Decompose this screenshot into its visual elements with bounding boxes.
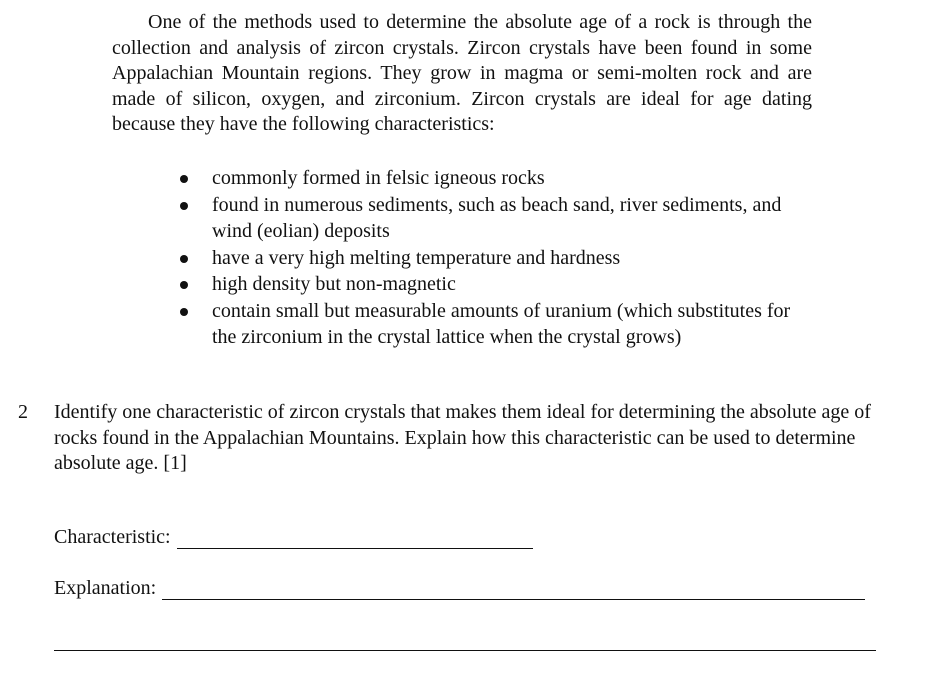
- question-text: Identify one characteristic of zircon crystals that makes them ideal for determining the absolute age of rocks found in the Appalachian Mountains. Explain how this characteristic can be used to determine absolute age. [1]: [54, 401, 871, 475]
- bullet-icon: [180, 308, 188, 316]
- bullet-icon: [180, 202, 188, 210]
- bullet-icon: [180, 281, 188, 289]
- list-item-text: high density but non-magnetic: [212, 273, 456, 295]
- question-number: 2: [18, 401, 28, 423]
- list-item: [177, 192, 817, 245]
- bullet-icon: [180, 175, 188, 183]
- intro-paragraph-text: One of the methods used to determine the absolute age of a rock is through the collection and analysis of zircon crystals. Zircon crystals have been found in some Appalachian Mountain regions. They grow in magma or semi-molten rock and are made of silicon, oxygen, and zirconium. Zircon crystals are ideal for age dating because they have the following characteristics:: [112, 11, 812, 136]
- bullet-icon: [180, 255, 188, 263]
- explanation-answer-line-2[interactable]: [54, 650, 876, 651]
- list-item: [177, 165, 817, 192]
- characteristics-list: [177, 165, 817, 351]
- intro-paragraph: [112, 10, 812, 138]
- list-item: [177, 245, 817, 272]
- list-item-text: have a very high melting temperature and hardness: [212, 246, 621, 269]
- list-item: [177, 271, 817, 298]
- explanation-label: Explanation:: [54, 577, 157, 599]
- list-item-text: contain small but measurable amounts of uranium (which substitutes for the zirconium in the crystal lattice when the crystal grows): [212, 299, 791, 348]
- characteristic-answer-line[interactable]: [177, 528, 533, 549]
- characteristic-answer-row: [54, 526, 533, 549]
- list-item-text: commonly formed in felsic igneous rocks: [212, 167, 545, 189]
- list-item-text: found in numerous sediments, such as beach sand, river sediments, and wind (eolian) deposits: [212, 193, 782, 242]
- explanation-answer-line[interactable]: [162, 579, 865, 600]
- characteristic-label: Characteristic:: [54, 526, 171, 548]
- explanation-answer-row: [54, 577, 865, 600]
- list-item: [177, 298, 817, 351]
